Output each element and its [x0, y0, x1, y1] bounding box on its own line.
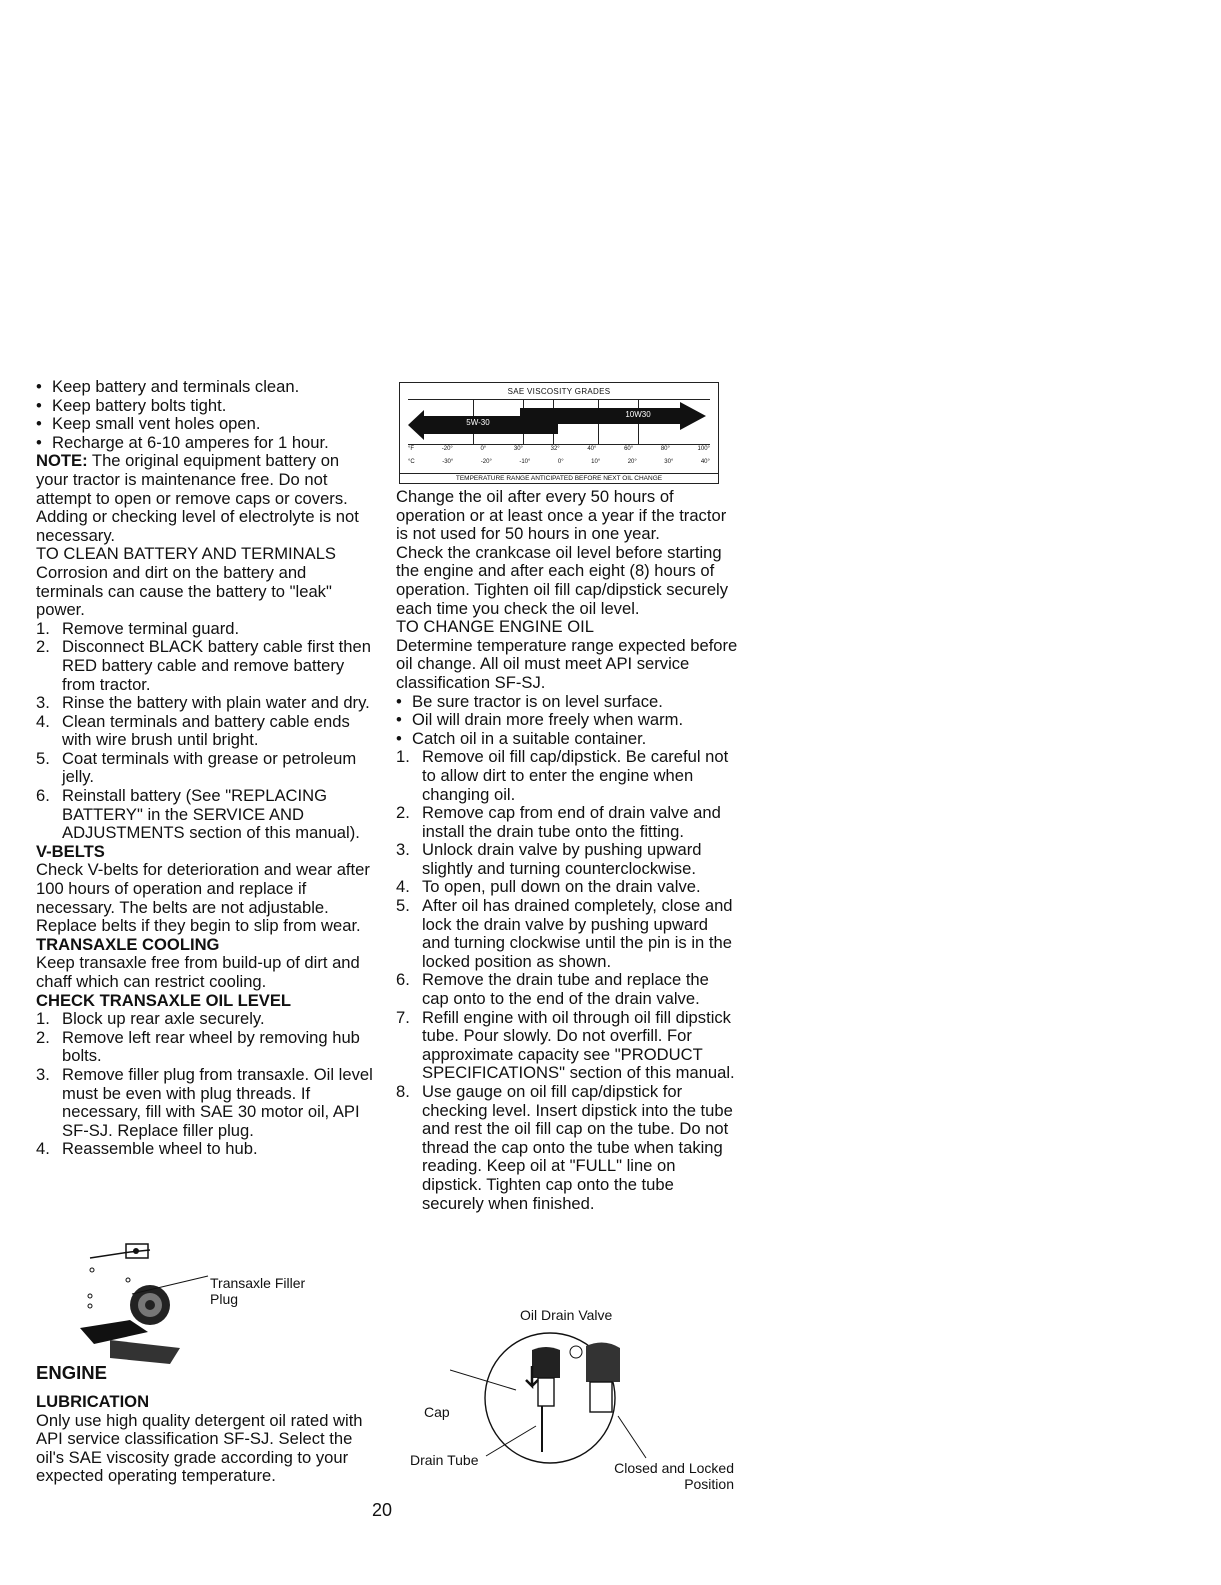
step-number: 3.: [36, 693, 50, 713]
step-text: To open, pull down on the drain valve.: [422, 877, 701, 897]
grade-5w30-label: 5W-30: [466, 418, 490, 427]
battery-bullet: • Recharge at 6-10 amperes for 1 hour.: [36, 434, 374, 453]
check-transaxle-heading: CHECK TRANSAXLE OIL LEVEL: [36, 990, 292, 1010]
cap-label: Cap: [424, 1404, 450, 1420]
step-number: 1.: [36, 1009, 50, 1029]
step-text: Use gauge on oil fill cap/dipstick for checking level. Insert dipstick into the tube and rest the oil fill cap on the tube. Do not thread the cap onto the tube when taking reading. Keep oil at "FULL" line on dipstick. Tighten cap onto the tube securely when finished.: [422, 1082, 733, 1213]
change-oil-step: [396, 748, 738, 804]
clean-step: [36, 694, 374, 713]
step-number: 8.: [396, 1082, 410, 1101]
scale-tick: 60°: [624, 446, 634, 452]
step-text: Remove left rear wheel by removing hub bolts.: [62, 1027, 360, 1066]
check-step: [36, 1010, 374, 1029]
note-label: NOTE:: [36, 451, 88, 471]
change-oil-bullet: • Oil will drain more freely when warm.: [396, 711, 738, 730]
scale-tick: 100°: [697, 446, 710, 452]
step-number: 3.: [36, 1064, 50, 1084]
page-number: 20: [372, 1500, 393, 1520]
vbelts-heading: V-BELTS: [36, 841, 105, 861]
engine-heading: ENGINE: [36, 1362, 107, 1383]
change-oil-step: [396, 1083, 738, 1213]
note-text: The original equipment battery on your tractor is maintenance free. Do not attempt to open or remove caps or covers. Adding or checking level of electrolyte is not necessary.: [36, 451, 359, 545]
change-oil-step: [396, 897, 738, 971]
step-number: 5.: [396, 896, 410, 916]
transaxle-filler-plug-figure: [70, 1240, 210, 1368]
lubrication-section: [36, 1393, 374, 1486]
step-number: 7.: [396, 1007, 410, 1027]
clean-step: [36, 713, 374, 750]
step-number: 4.: [36, 1139, 50, 1159]
change-oil-step: [396, 971, 738, 1008]
chart-grid: [408, 399, 710, 445]
step-number: 4.: [36, 711, 50, 731]
step-number: 1.: [36, 618, 50, 638]
transaxle-cooling-text: Keep transaxle free from build-up of dirt and chaff which can restrict cooling.: [36, 953, 360, 991]
step-text: Reinstall battery (See "REPLACING BATTERY" in the SERVICE AND ADJUSTMENTS section of this manual).: [62, 786, 360, 843]
scale-tick: -10°: [519, 459, 531, 465]
scale-tick: 0°: [480, 446, 487, 452]
step-text: Rinse the battery with plain water and dry.: [62, 693, 370, 713]
right-column: [396, 488, 738, 1213]
step-text: Remove oil fill cap/dipstick. Be careful not to allow dirt to enter the engine when changing oil.: [422, 747, 729, 804]
step-text: Block up rear axle securely.: [62, 1009, 265, 1029]
left-column: [36, 378, 374, 1159]
fahrenheit-scale: [408, 446, 710, 452]
check-step: [36, 1029, 374, 1066]
step-number: 6.: [36, 786, 50, 806]
grade-10w30-label: 10W30: [625, 410, 651, 419]
clean-step: [36, 750, 374, 787]
scale-unit: °C: [408, 459, 415, 465]
step-text: Coat terminals with grease or petroleum jelly.: [62, 748, 357, 787]
step-text: Remove cap from end of drain valve and install the drain tube onto the fitting.: [422, 803, 721, 841]
battery-bullet: • Keep small vent holes open.: [36, 415, 374, 434]
oil-change-interval: Change the oil after every 50 hours of operation or at least once a year if the tractor is not used for 50 hours in one year.: [396, 487, 727, 544]
battery-note: [36, 452, 374, 545]
change-oil-heading: TO CHANGE ENGINE OIL: [396, 617, 594, 637]
step-number: 6.: [396, 970, 410, 990]
scale-tick: -20°: [480, 459, 492, 465]
transaxle-figure-label: Transaxle Filler Plug: [210, 1275, 306, 1307]
step-text: Unlock drain valve by pushing upward slightly and turning counterclockwise.: [422, 840, 702, 878]
clean-battery-intro: Corrosion and dirt on the battery and terminals can cause the battery to "leak" power.: [36, 562, 332, 620]
scale-tick: 32°: [550, 446, 560, 452]
change-oil-step: [396, 804, 738, 841]
scale-tick: 20°: [627, 459, 637, 465]
oil-check-interval: Check the crankcase oil level before starting the engine and after each eight (8) hours of operation. Tighten oil fill cap/dipstick securely each time you check the oil level.: [396, 542, 729, 618]
battery-bullet: • Keep battery bolts tight.: [36, 397, 374, 416]
scale-tick: 30°: [513, 446, 523, 452]
celsius-scale: [408, 459, 710, 465]
clean-step: [36, 787, 374, 843]
closed-locked-label: Closed and Locked Position: [614, 1460, 734, 1492]
scale-tick: 40°: [587, 446, 597, 452]
sae-viscosity-chart: [399, 382, 719, 484]
step-text: Disconnect BLACK battery cable first then RED battery cable and remove battery from tractor.: [62, 637, 371, 694]
clean-battery-heading: TO CLEAN BATTERY AND TERMINALS: [36, 544, 336, 564]
step-text: Remove filler plug from transaxle. Oil level must be even with plug threads. If necessary, fill with SAE 30 motor oil, API SF-SJ. Replace filler plug.: [62, 1064, 373, 1140]
oil-drain-valve-figure: [450, 1328, 650, 1478]
step-number: 3.: [396, 840, 410, 860]
check-step: [36, 1140, 374, 1159]
lubrication-heading: LUBRICATION: [36, 1392, 150, 1411]
change-oil-bullet: • Be sure tractor is on level surface.: [396, 693, 738, 712]
scale-unit: °F: [408, 446, 415, 452]
change-oil-step: [396, 878, 738, 897]
step-text: Refill engine with oil through oil fill dipstick tube. Pour slowly. Do not overfill. For approximate capacity see "PRODUCT SPECIFICATIONS" section of this manual.: [422, 1007, 735, 1083]
oil-drain-valve-title: Oil Drain Valve: [520, 1307, 613, 1323]
change-oil-bullet: • Catch oil in a suitable container.: [396, 730, 738, 749]
change-oil-intro: Determine temperature range expected before oil change. All oil must meet API service classification SF-SJ.: [396, 635, 738, 692]
scale-tick: 80°: [660, 446, 670, 452]
step-text: Remove the drain tube and replace the cap onto to the end of the drain valve.: [422, 970, 709, 1009]
scale-tick: 10°: [591, 459, 601, 465]
check-step: [36, 1066, 374, 1140]
step-number: 2.: [36, 637, 50, 657]
step-text: After oil has drained completely, close and lock the drain valve by pushing upward and turning clockwise until the pin is in the locked position as shown.: [422, 896, 733, 971]
battery-bullet: • Keep battery and terminals clean.: [36, 378, 374, 397]
drain-tube-label: Drain Tube: [410, 1452, 479, 1468]
step-number: 4.: [396, 877, 410, 897]
step-number: 5.: [36, 748, 50, 768]
change-oil-step: [396, 1009, 738, 1083]
step-number: 1.: [396, 747, 410, 767]
scale-tick: -30°: [442, 459, 454, 465]
lubrication-text: Only use high quality detergent oil rated with API service classification SF-SJ. Select the oil's SAE viscosity grade according to your expected operating temperature.: [36, 1410, 363, 1486]
step-text: Remove terminal guard.: [62, 618, 240, 638]
transaxle-cooling-heading: TRANSAXLE COOLING: [36, 934, 220, 954]
step-number: 2.: [36, 1027, 50, 1047]
vbelts-text: Check V-belts for deterioration and wear after 100 hours of operation and replace if necessary. The belts are not adjustable. Replace belts if they begin to slip from wear.: [36, 860, 370, 936]
scale-tick: 30°: [664, 459, 674, 465]
step-text: Reassemble wheel to hub.: [62, 1139, 258, 1159]
scale-tick: -20°: [441, 446, 453, 452]
clean-step: [36, 638, 374, 694]
change-oil-step: [396, 841, 738, 878]
scale-tick: 40°: [700, 459, 710, 465]
step-number: 2.: [396, 803, 410, 823]
chart-footer: TEMPERATURE RANGE ANTICIPATED BEFORE NEXT OIL CHANGE: [400, 473, 718, 482]
chart-title: SAE VISCOSITY GRADES: [507, 387, 611, 396]
step-text: Clean terminals and battery cable ends with wire brush until bright.: [62, 711, 350, 750]
scale-tick: 0°: [557, 459, 564, 465]
clean-step: [36, 620, 374, 639]
